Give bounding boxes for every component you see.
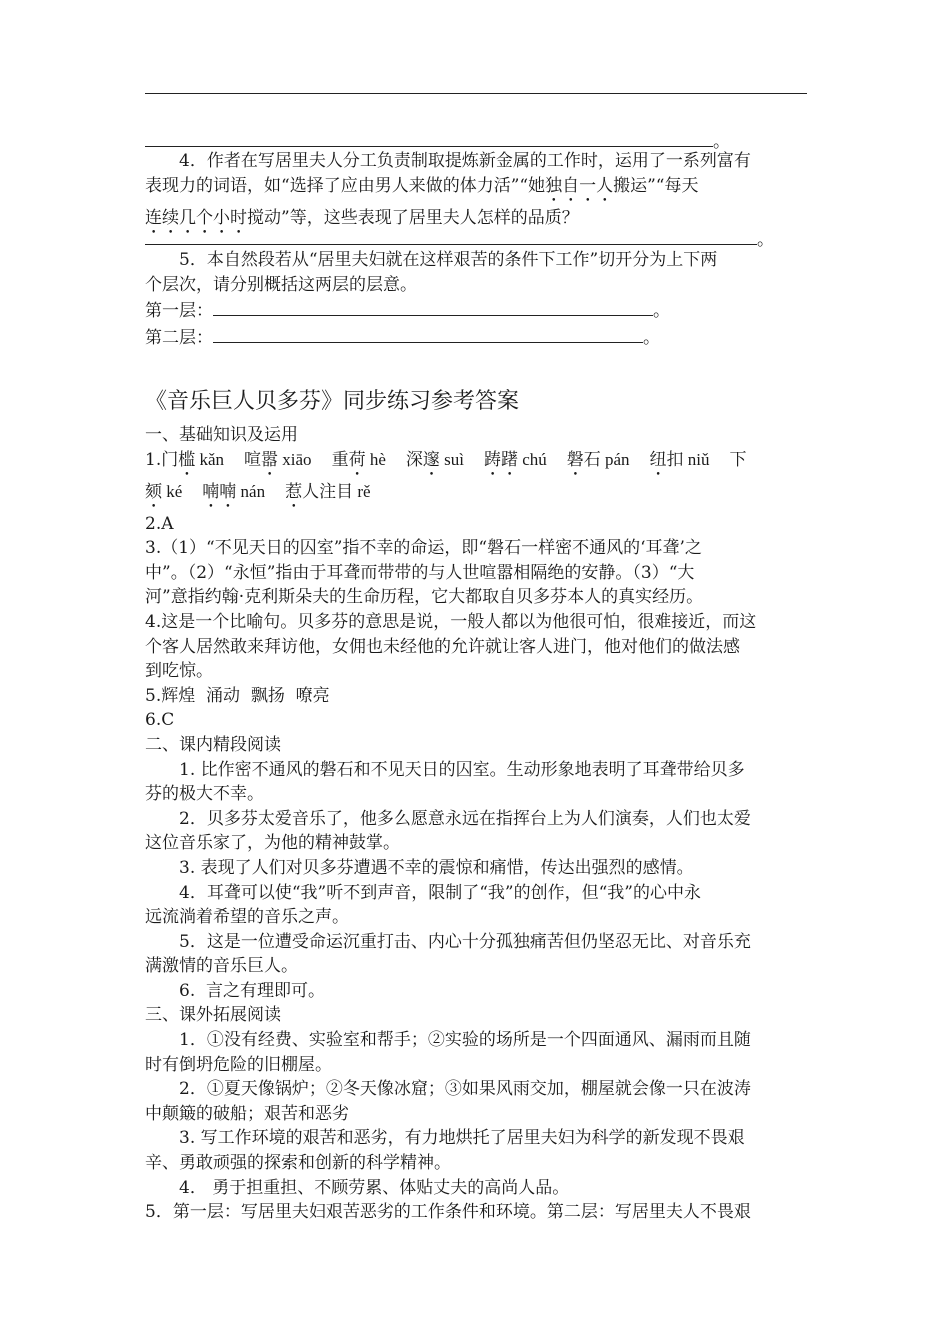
reading-answer: 3. 表现了人们对贝多芬遭遇不幸的震惊和痛惜，传达出强烈的感情。 xyxy=(179,857,694,878)
answer-3: 河”意指约翰·克利斯朵夫的生命历程，它大都取自贝多芬本人的真实经历。 xyxy=(145,587,704,608)
question-4-line: 4．作者在写居里夫人分工负责制取提炼新金属的工作时，运用了一系列富有 xyxy=(179,151,751,171)
reading-answer: 远流淌着希望的音乐之声。 xyxy=(145,907,349,928)
pinyin-item: 颏 ké xyxy=(145,481,183,502)
emphasis-dots: 连续几个小时 xyxy=(145,207,247,228)
answers-title: 《音乐巨人贝多芬》同步练习参考答案 xyxy=(145,389,520,414)
reading-answer: 1. 比作密不通风的磐石和不见天日的囚室。生动形象地表明了耳聋带给贝多 xyxy=(179,759,745,780)
answer-6: 6.C xyxy=(145,710,175,731)
pinyin-row xyxy=(145,480,810,512)
answer-line: 。 xyxy=(145,128,730,155)
pinyin-item: 门槛 kǎn xyxy=(161,449,225,470)
question-5-line: 5．本自然段若从“居里夫妇就在这样艰苦的条件下工作”切开分为上下两 xyxy=(179,250,718,270)
section-heading: 一、基础知识及运用 xyxy=(145,425,298,445)
reading-answer: 4．耳聋可以使“我”听不到声音，限制了“我”的创作，但“我”的心中永 xyxy=(179,882,701,903)
pinyin-item: 惹人注目 rě xyxy=(285,481,371,502)
section-heading: 二、课内精段阅读 xyxy=(145,734,281,755)
pinyin-item: 喃喃 nán xyxy=(202,481,266,502)
reading-answer: 满激情的音乐巨人。 xyxy=(145,956,298,977)
emphasis-dots: 独自一人 xyxy=(545,175,614,196)
answer-5: 5.辉煌 涌动 飘扬 嘹亮 xyxy=(145,685,330,706)
reading-answer: 5．这是一位遭受命运沉重打击、内心十分孤独痛苦但仍坚忍无比、对音乐充 xyxy=(179,931,751,952)
layer-1-line: 第一层： 。 xyxy=(145,297,810,324)
question-4-line: 表现力的词语，如“选择了应由男人来做的体力活”“她独自一人搬运”“每天 xyxy=(145,175,699,196)
answer-2: 2.A xyxy=(145,513,174,534)
section-heading: 三、课外拓展阅读 xyxy=(145,1005,281,1026)
extended-answer: 1．①没有经费、实验室和帮手；②实验的场所是一个四面通风、漏雨而且随 xyxy=(179,1030,751,1051)
extended-answer: 中颠簸的破船；艰苦和恶劣 xyxy=(145,1103,349,1124)
extended-answer: 4． 勇于担重担、不顾劳累、体贴丈夫的高尚人品。 xyxy=(179,1177,570,1198)
pinyin-item: 纽扣 niǔ xyxy=(649,449,710,470)
reading-answer: 芬的极大不幸。 xyxy=(145,784,264,805)
question-4-line: 连续几个小时搅动”等，这些表现了居里夫人怎样的品质？ xyxy=(145,207,579,228)
answer-4: 个客人居然敢来拜访他，女佣也未经他的允许就让客人进门，他对他们的做法感 xyxy=(145,636,740,657)
answer-3: 中”。（2）“永恒”指由于耳聋而带带的与人世喧嚣相隔绝的安静。（3）“大 xyxy=(145,562,695,583)
pinyin-item: 喧嚣 xiāo xyxy=(244,449,312,470)
reading-answer: 这位音乐家了，为他的精神鼓掌。 xyxy=(145,833,400,854)
question-5-line: 个层次，请分别概括这两层的层意。 xyxy=(145,274,417,295)
pinyin-item: 磐石 pán xyxy=(566,449,630,470)
layer-2-line: 第二层： 。 xyxy=(145,324,810,351)
pinyin-item: 踌躇 chú xyxy=(483,449,547,470)
reading-answer: 2．贝多芬太爱音乐了，他多么愿意永远在指挥台上为人们演奏，人们也太爱 xyxy=(179,808,751,829)
extended-answer: 时有倒坍危险的旧棚屋。 xyxy=(145,1054,332,1075)
pinyin-item: 深邃 suì xyxy=(405,449,464,470)
extended-answer: 5．第一层：写居里夫妇艰苦恶劣的工作条件和环境。第二层：写居里夫人不畏艰 xyxy=(145,1202,751,1223)
pinyin-row: 1.门槛 kǎn 喧嚣 xiāo 重荷 hè 深邃 suì 踌躇 chú 磐石 pán 纽扣 niǔ 下 xyxy=(145,449,747,470)
answer-4: 4.这是一个比喻句。贝多芬的意思是说，一般人都以为他很可怕，很难接近，而这 xyxy=(145,611,757,632)
pinyin-item: 重荷 hè xyxy=(331,449,386,470)
extended-answer: 辛、勇敢顽强的探索和创新的科学精神。 xyxy=(145,1153,451,1174)
reading-answer: 6. 言之有理即可。 xyxy=(179,980,326,1001)
extended-answer: 2．①夏天像锅炉；②冬天像冰窟；③如果风雨交加，棚屋就会像一只在波涛 xyxy=(179,1079,751,1100)
answer-3: 3.（1）“不见天日的囚室”指不幸的命运，即“磐石一样密不通风的‘耳聋’之 xyxy=(145,538,702,559)
extended-answer: 3. 写工作环境的艰苦和恶劣，有力地烘托了居里夫妇为科学的新发现不畏艰 xyxy=(179,1128,745,1149)
answer-line xyxy=(145,93,807,94)
answer-line: 。 xyxy=(145,226,774,253)
answer-4: 到吃惊。 xyxy=(145,661,213,682)
